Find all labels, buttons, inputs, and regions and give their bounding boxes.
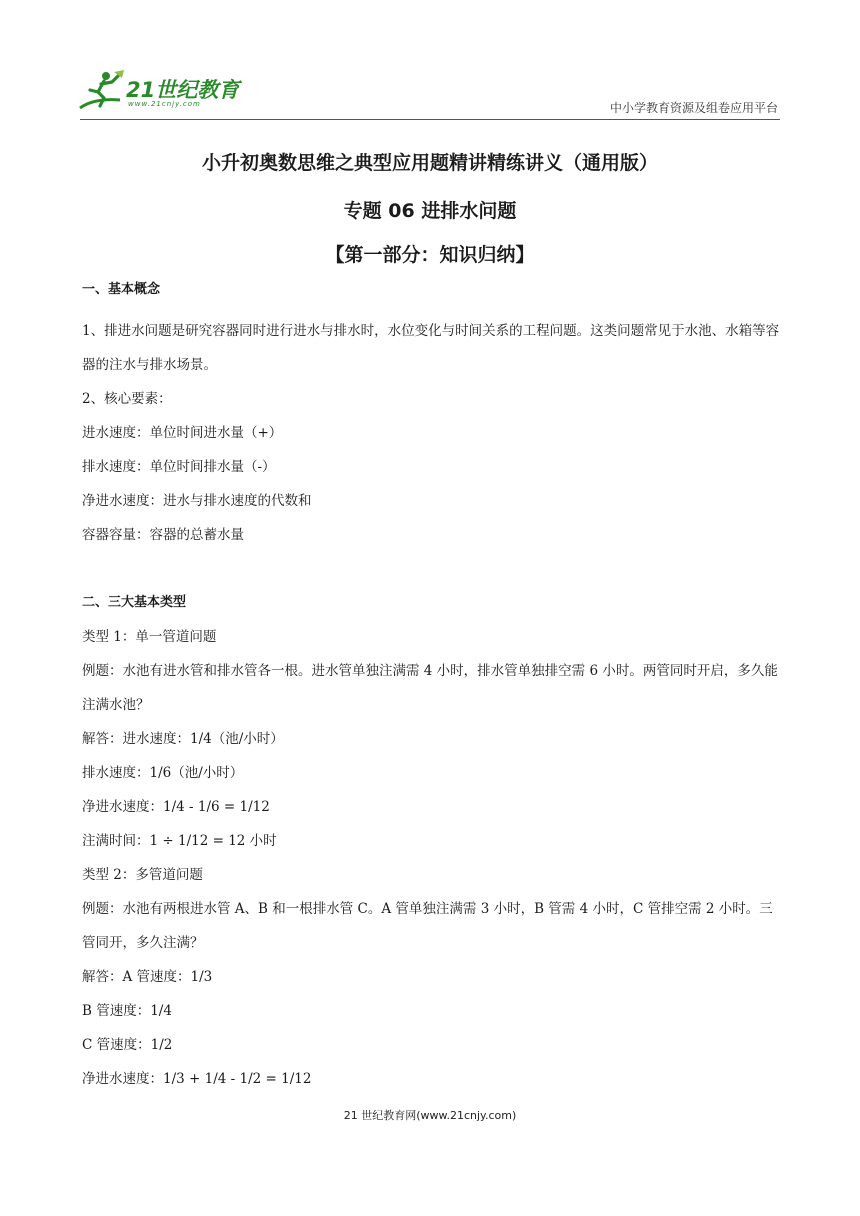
header-divider	[80, 119, 780, 120]
paragraph: 1、排进水问题是研究容器同时进行进水与排水时，水位变化与时间关系的工程问题。这类问题常见于水池、水箱等容器的注水与排水场景。	[82, 323, 780, 373]
site-logo[interactable]	[76, 68, 246, 114]
section-heading: 一、基本概念	[82, 282, 161, 297]
example-text: 例题：水池有两根进水管 A、B 和一根排水管 C。A 管单独注满需 3 小时，B 管需 4 小时，C 管排空需 2 小时。三管同开，多久注满？	[82, 901, 773, 951]
runner-logo-icon	[76, 68, 128, 112]
answer-line: C 管速度：1/2	[82, 1037, 173, 1053]
list-item: 容器容量：容器的总蓄水量	[82, 527, 244, 543]
document-body	[82, 280, 782, 1096]
logo-url: www.21cnjy.com	[128, 100, 201, 108]
answer-line: 解答：A 管速度：1/3	[82, 969, 213, 985]
logo-text: 21世纪教育	[126, 78, 240, 102]
section-heading: 二、三大基本类型	[82, 595, 187, 610]
topic-title: 专题 06 进排水问题	[343, 200, 517, 222]
platform-label: 中小学教育资源及组卷应用平台	[609, 101, 778, 115]
page-footer: 21 世纪教育网(www.21cnjy.com)	[343, 1109, 517, 1122]
answer-line: 解答：进水速度：1/4（池/小时）	[82, 731, 284, 747]
answer-line: 净进水速度：1/4 - 1/6 = 1/12	[82, 799, 270, 815]
page-header	[0, 0, 860, 120]
type-heading: 类型 2：多管道问题	[82, 867, 203, 883]
example-text: 例题：水池有进水管和排水管各一根。进水管单独注满需 4 小时，排水管单独排空需 6 小时。两管同时开启，多久能注满水池？	[82, 663, 778, 713]
type-heading: 类型 1：单一管道问题	[82, 629, 217, 645]
document-title: 小升初奥数思维之典型应用题精讲精练讲义（通用版）	[201, 152, 658, 174]
answer-line: 净进水速度：1/3 + 1/4 - 1/2 = 1/12	[82, 1071, 312, 1087]
list-item: 净进水速度：进水与排水速度的代数和	[82, 493, 312, 509]
answer-line: 注满时间：1 ÷ 1/12 = 12 小时	[82, 833, 277, 849]
spacer	[82, 552, 782, 586]
list-item: 排水速度：单位时间排水量（-）	[82, 459, 276, 475]
answer-line: 排水速度：1/6（池/小时）	[82, 765, 244, 781]
answer-line: B 管速度：1/4	[82, 1003, 172, 1019]
paragraph: 2、核心要素：	[82, 391, 172, 407]
part-title: 【第一部分：知识归纳】	[325, 244, 535, 266]
list-item: 进水速度：单位时间进水量（+）	[82, 425, 283, 441]
